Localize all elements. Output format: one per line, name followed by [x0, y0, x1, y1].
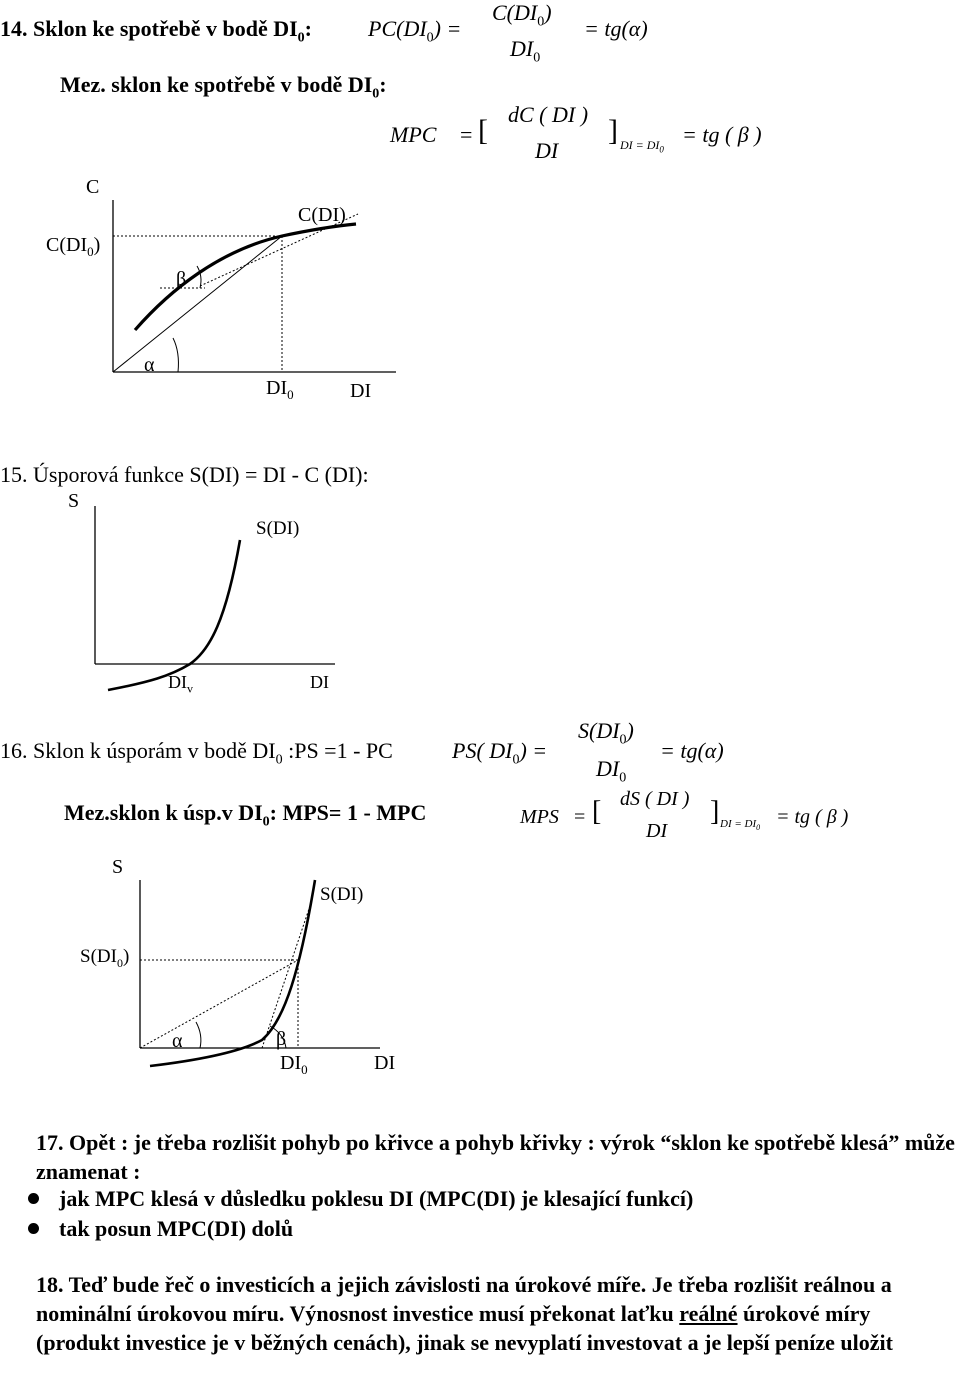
mps-formula-close-bracket: ] [710, 796, 720, 827]
graph2-curve-label: S(DI) [256, 518, 300, 539]
mpc-formula-numerator: dC ( DI ) [508, 102, 589, 127]
mps-formula-denominator: DI [646, 820, 668, 842]
graph2-x-tick-label: $DI_v$ [168, 672, 193, 696]
heading-colon: : [304, 16, 312, 41]
mps-formula-eq: = [574, 806, 586, 828]
graph1-beta-label: β [176, 268, 187, 290]
para-text-2: úrokové míry (produkt investice je v běžných cenách), jinak se nevyplatí investovat a je lepší peníze uložit [36, 1301, 893, 1355]
graph1-alpha-label: α [144, 354, 155, 376]
graph3-x-axis-label: DI [374, 1052, 396, 1074]
pc-formula-rhs: = tg(α) [584, 16, 648, 41]
mpc-formula-open-bracket: [ [478, 114, 488, 147]
pc-formula-lhs: $PC(DI_0)$ = [368, 16, 462, 46]
graph1-curve [135, 224, 356, 330]
para-text-1: 18. Teď bude řeč o investicích a jejich závislosti na úrokové míře. Je třeba rozlišit reálnou a nominální úrokovou míru. Výnosnost investice musí překonat laťku [36, 1272, 892, 1326]
ps-formula-lhs: PS( $DI_0$) = [452, 738, 548, 768]
mps-formula-lhs: MPS [520, 806, 559, 828]
section-17-paragraph: 17. Opět : je třeba rozlišit pohyb po křivce a pohyb křivky : výrok “sklon ke spotřebě klesá” může znamenat : [36, 1130, 955, 1184]
graph3-curve-label: S(DI) [320, 884, 364, 905]
graph1-y-tick-label: $C(DI_0)$ [46, 234, 101, 259]
mpc-formula-rhs: = tg ( β ) [682, 122, 762, 147]
para-underlined-word: reálné [679, 1301, 738, 1326]
graph3-y-axis-label: S [112, 856, 124, 878]
mpc-label: Mez. sklon ke spotřebě v bodě $DI_0$: [60, 72, 387, 102]
ps-formula-denominator: $DI_0$ [596, 756, 627, 786]
mpc-formula-condition: DI = $DI_0$ [620, 138, 664, 155]
mps-label: Mez.sklon k úsp.v $DI_0$: MPS= 1 - MPC [64, 800, 427, 830]
graph3-alpha-arc [196, 1022, 201, 1048]
graph3-beta-label: β [276, 1028, 287, 1050]
graph1-alpha-arc [173, 338, 178, 372]
graph2-y-axis-label: S [68, 490, 80, 512]
graph1-x-axis-label: DI [350, 380, 372, 402]
mps-formula-condition: DI = $DI_0$ [720, 818, 761, 833]
heading-subscript: 0 [297, 30, 305, 46]
pc-formula-numerator: $C(DI_0)$ [492, 0, 552, 30]
graph3-curve [150, 880, 315, 1066]
bullet-text: tak posun MPC(DI) dolů [59, 1216, 294, 1241]
graph1-ray [113, 236, 282, 372]
section-15-heading: 15. Úsporová funkce S(DI) = DI - C (DI): [0, 462, 369, 487]
mps-formula-open-bracket: [ [592, 796, 602, 827]
heading-text: 14. Sklon ke spotřebě v bodě DI [0, 16, 298, 41]
graph1-x-tick-label: $DI_0$ [266, 377, 294, 402]
ps-formula-rhs: = tg(α) [660, 738, 724, 763]
mps-formula-rhs: = tg ( β ) [776, 806, 849, 828]
graph3-tangent [262, 900, 312, 1048]
mpc-formula-eq: = [460, 122, 473, 147]
graph3-alpha-label: α [172, 1030, 183, 1052]
graph2-curve [108, 540, 240, 690]
mps-formula-numerator: dS ( DI ) [620, 788, 690, 810]
graph1-y-axis-label: C [86, 176, 100, 198]
mpc-formula-lhs: MPC [390, 122, 437, 147]
mpc-formula-close-bracket: ] [608, 114, 618, 147]
pc-formula-denominator: $DI_0$ [510, 36, 541, 66]
graph2-x-axis-label: DI [310, 672, 329, 692]
mpc-formula-denominator: DI [535, 138, 559, 163]
graph3-ray [140, 960, 298, 1048]
section-16-heading: 16. Sklon k úsporám v bodě $DI_0$ :PS =1 - PC [0, 738, 393, 768]
graph1-curve-label: C(DI) [298, 204, 346, 226]
graph1-tangent [200, 214, 358, 286]
graph1-beta-arc [197, 266, 201, 288]
ps-formula-numerator: $S(DI_0)$ [578, 718, 634, 748]
bullet-text: jak MPC klesá v důsledku poklesu DI (MPC(DI) je klesající funkcí) [59, 1186, 694, 1211]
graph3-x-tick-label: $DI_0$ [280, 1052, 308, 1077]
graph3-y-tick-label: $S(DI_0)$ [80, 946, 130, 970]
